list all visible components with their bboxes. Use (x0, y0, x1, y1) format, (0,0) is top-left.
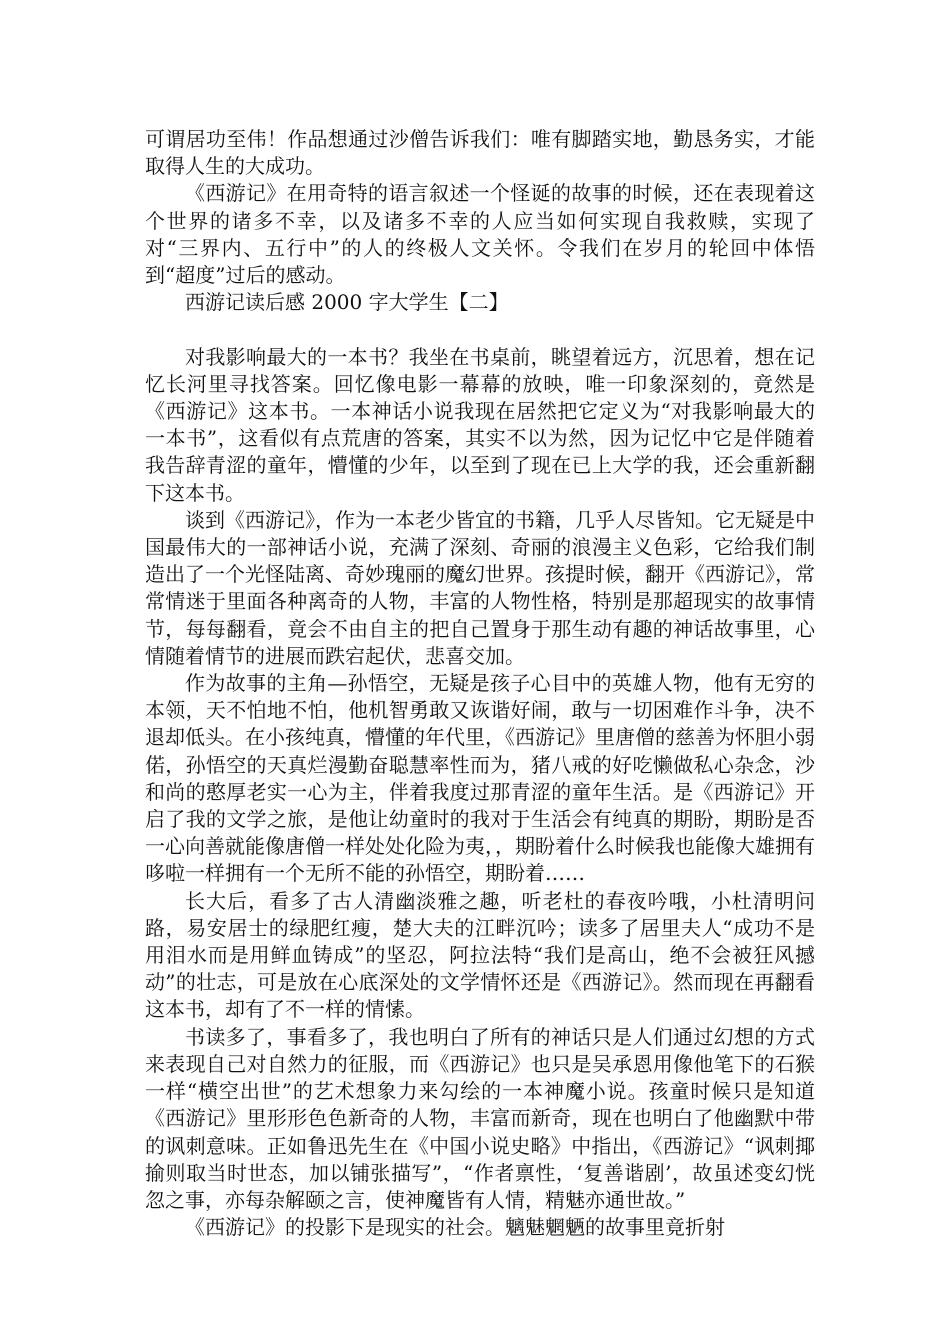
paragraph: 对我影响最大的一本书？我坐在书桌前，眺望着远方，沉思着，想在记忆长河里寻找答案。回忆像电影一幕幕的放映，唯一印象深刻的，竟然是《西游记》这本书。一本神话小说我现在居然把它定义为“对我影响最大的一本书”，这看似有点荒唐的答案，其实不以为然，因为记忆中它是伴随着我告辞青涩的童年，懵懂的少年，以至到了现在已上大学的我，还会重新翻下这本书。 (145, 344, 815, 505)
section-title: 西游记读后感 2000 字大学生【二】 (185, 290, 509, 315)
paragraph: 书读多了，事看多了，我也明白了所有的神话只是人们通过幻想的方式来表现自己对自然力的征服，而《西游记》也只是吴承恩用像他笔下的石猴一样“横空出世”的艺术想象力来勾绘的一本神魔小说。孩童时候只是知道《西游记》里形形色色新奇的人物，丰富而新奇，现在也明白了他幽默中带的讽刺意味。正如鲁迅先生在《中国小说史略》中指出，《西游记》“讽刺揶揄则取当时世态，加以铺张描写”，“作者禀性，‘复善谐剧’，故虽述变幻恍忽之事，亦每杂解颐之言，使神魔皆有人情，精魅亦通世故。” (145, 1024, 815, 1212)
paragraph: 可谓居功至伟！作品想通过沙僧告诉我们：唯有脚踏实地，勤恳务实，才能取得人生的大成功。 (145, 127, 815, 179)
paragraph: 《西游记》在用奇特的语言叙述一个怪诞的故事的时候，还在表现着这个世界的诸多不幸，以及诸多不幸的人应当如何实现自我救赎，实现了对“三界内、五行中”的人的终极人文关怀。令我们在岁月的轮回中体悟到“超度”过后的感动。 (145, 181, 815, 288)
paragraph: 作为故事的主角—孙悟空，无疑是孩子心目中的英雄人物，他有无穷的本领，天不怕地不怕，他机智勇敢又诙谐好闹，敢与一切困难作斗争，决不退却低头。在小孩纯真，懵懂的年代里，《西游记》里唐僧的慈善为怀胆小弱偌，孙悟空的天真烂漫勤奋聪慧率性而为，猪八戒的好吃懒做私心杂念，沙和尚的憨厚老实一心为主，伴着我度过那青涩的童年生活。是《西游记》开启了我的文学之旅，是他让幼童时的我对于生活会有纯真的期盼，期盼是否一心向善就能像唐僧一样处处化险为夷，，期盼着什么时候我也能像大雄拥有哆啦一样拥有一个无所不能的孙悟空，期盼着…… (145, 671, 815, 886)
paragraph: 长大后，看多了古人清幽淡雅之趣，听老杜的春夜吟哦，小杜清明问路，易安居士的绿肥红瘦，楚大夫的江畔沉吟；读多了居里夫人“成功不是用泪水而是用鲜血铸成”的坚忍，阿拉法特“我们是高山，绝不会被狂风撼动”的壮志，可是放在心底深处的文学情怀还是《西游记》。然而现在再翻看这本书，却有了不一样的情愫。 (145, 888, 815, 1022)
blank-line (145, 316, 815, 343)
paragraph: 谈到《西游记》，作为一本老少皆宜的书籍，几乎人尽皆知。它无疑是中国最伟大的一部神话小说，充满了深刻、奇丽的浪漫主义色彩，它给我们制造出了一个光怪陆离、奇妙瑰丽的魔幻世界。孩提时候，翻开《西游记》，常常情迷于里面各种离奇的人物，丰富的人物性格，特别是那超现实的故事情节，每每翻看，竟会不由自主的把自己置身于那生动有趣的神话故事里，心情随着情节的进展而跌宕起伏，悲喜交加。 (145, 507, 815, 668)
document-page (145, 126, 815, 1241)
paragraph: 《西游记》的投影下是现实的社会。魑魅魍魉的故事里竟折射 (185, 1215, 725, 1240)
